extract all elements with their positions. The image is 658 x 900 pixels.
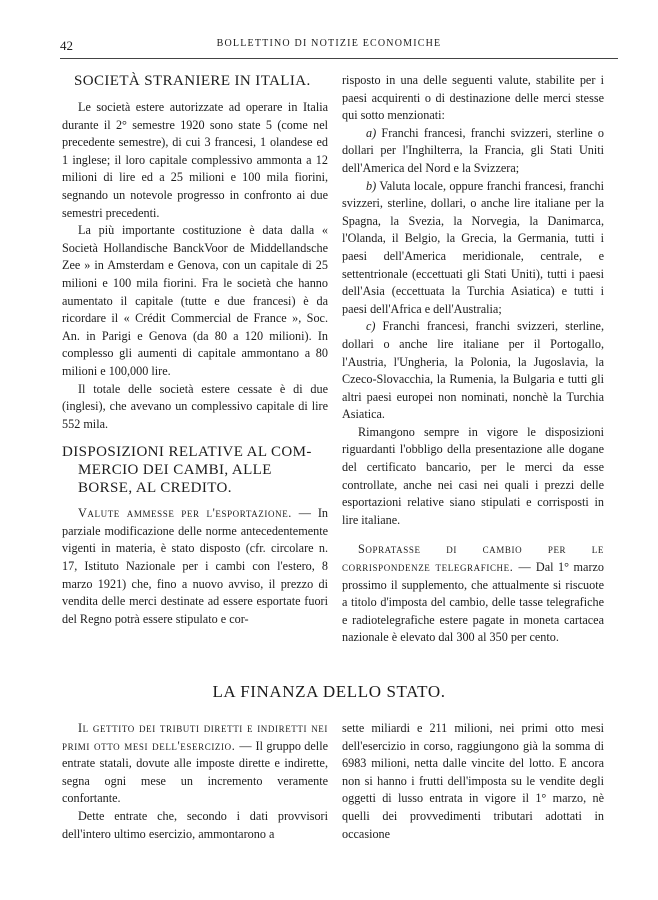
paragraph-dette-entrate: Dette entrate che, secondo i dati provvisori dell'intero ultimo esercizio, ammontarono a — [62, 808, 328, 841]
heading-disposizioni — [62, 443, 328, 497]
paragraph-rimangono: Rimangono sempre in vigore le disposizioni riguardanti l'obbligo della presentazione alle dogane del certificato bancario, per le merci da esse controllate, anche nei casi nei quali i prezzi delle esportazioni relative siano stipulati e corrisposti in lire italiane. — [342, 424, 604, 527]
paragraph-societa-3: Il totale delle società estere cessate è di due (inglesi), che avevano un complessivo capitale di lire 552 mila. — [62, 381, 328, 431]
list-item-a-text: Franchi francesi, franchi svizzeri, sterline o dollari per l'Inghilterra, la Francia, gli Stati Uniti dell'America del Nord e la Svizzera; — [342, 125, 604, 175]
list-item-a — [342, 125, 604, 178]
paragraph-societa-1: Le società estere autorizzate ad operare in Italia durante il 2° semestre 1920 sono state 5 (come nel precedente semestre), di cui 3 francesi, 1 olandese ed 1 inglese; il loro capitale complessivo ammonta a 12 milioni di lire ed a 25 milioni e 100 mila fiorini, segnando un notevole progresso in confronto ai due semestri precedenti. — [62, 100, 328, 220]
paragraph-gettito — [62, 720, 328, 808]
paragraph-sette-miliardi: sette miliardi e 211 milioni, nei primi otto mesi dell'esercizio in corso, raggiungono già la somma di 6983 milioni, netta dalle vincite del lotto. E ancora non si hanno i frutti dell'imposta su le vendite degli oggetti di lusso entrata in vigore il 1° marzo, nè quelli dei provvedimenti tributari adottati in occasione — [342, 721, 604, 841]
paragraph-sopratasse-lead: Sopratasse di cambio per le corrispondenze telegrafiche. — — [342, 542, 604, 575]
left-column — [62, 72, 328, 628]
paragraph-gettito-body: Il gruppo delle entrate statali, dovute alle imposte dirette e indirette, segna ogni mese un incremento veramente confortante. — [62, 738, 328, 806]
paragraph-societa-2: La più importante costituzione è data dalla « Società Hollandische BanckVoor de Middellandsche Zee » in Amsterdam e Genova, con un capitale di 25 milioni e 100 mila fiorini. Fra le società che hanno aumentato il capitale (tutte e due francesi) è da ricordare il « Crédit Commercial de France », Soc. An. in Parigi e Genova (da 80 a 120 milioni). In complesso gli aumenti di capitale ammontano a 80 milioni e 100,000 lire. — [62, 223, 328, 378]
paragraph-valute-ammesse-body: In parziale modificazione delle norme antecedentemente vigenti in materia, è stato disposto (cfr. circolare n. 17, Istituto Nazionale per i cambi con l'estero, 8 marzo 1921) che, fino a nuovo avviso, il prezzo di vendita delle merci destinate ad essere esportate fuori del Regno potrà essere stipulato e cor- — [62, 506, 329, 626]
header-rule — [60, 58, 618, 59]
list-item-a-label: a) — [366, 125, 377, 140]
paragraph-sopratasse-body: Dal 1° marzo prossimo il supplemento, che attualmente si riscuote a titolo d'imposta del cambio, delle tasse telegrafiche e radiotelegrafiche estere pagate in moneta cartacea nazionale è elevato dal 300 al 350 per cento. — [342, 560, 604, 645]
right-column — [342, 72, 604, 647]
list-item-b-text: Valuta locale, oppure franchi francesi, franchi svizzeri, sterline, dollari, o anche lire italiane per la Spagna, la Svezia, la Norvegia, la Danimarca, l'Olanda, il Belgio, la Grecia, la Germania, tutti i paesi dell'America meridionale, centrale, e settentrionale (eccettuati gli Stati Uniti), tutti i paesi dell'Asia (eccettuata la Turchia Asiatica) e tutti i paesi dell'Africa e dell'Australia; — [342, 178, 604, 316]
running-head: BOLLETTINO DI NOTIZIE ECONOMICHE — [216, 38, 442, 49]
paragraph-valute-ammesse-lead: Valute ammesse per l'esportazione. — — [78, 506, 312, 521]
paragraph-valute-ammesse — [62, 505, 328, 628]
list-item-b — [342, 178, 604, 319]
paragraph-gettito-lead: Il gettito dei tributi diretti e indiretti nei primi otto mesi dell'esercizio. — — [62, 721, 328, 753]
finance-right-column — [342, 720, 604, 843]
paragraph-sopratasse — [342, 541, 604, 647]
list-item-c-text: Franchi francesi, franchi svizzeri, sterline, dollari o anche lire italiane per il Portogallo, l'Austria, l'Ungheria, la Polonia, la Jugoslavia, la Czeco-Slovacchia, la Rumenia, la Bulgaria e tutti gli altri paesi europei non nominati, nonchè la Turchia Asiatica. — [342, 319, 604, 422]
heading-societa-straniere: SOCIETÀ STRANIERE IN ITALIA. — [74, 73, 311, 89]
finance-left-column — [62, 720, 328, 843]
page-number: 42 — [60, 38, 73, 53]
paragraph-valute-continued: risposto in una delle seguenti valute, stabilite per i paesi acquirenti o di destinazione delle merci stesse qui sotto menzionati: — [342, 73, 604, 123]
list-item-c — [342, 318, 604, 424]
list-item-c-label: c) — [366, 319, 376, 334]
heading-disposizioni-line-1: DISPOSIZIONI RELATIVE AL COM- — [62, 444, 312, 461]
section-title-finanza: LA FINANZA DELLO STATO. — [212, 682, 446, 701]
heading-disposizioni-line-2: MERCIO DEI CAMBI, ALLE BORSE, AL CREDITO. — [78, 462, 272, 497]
list-item-b-label: b) — [366, 178, 377, 193]
